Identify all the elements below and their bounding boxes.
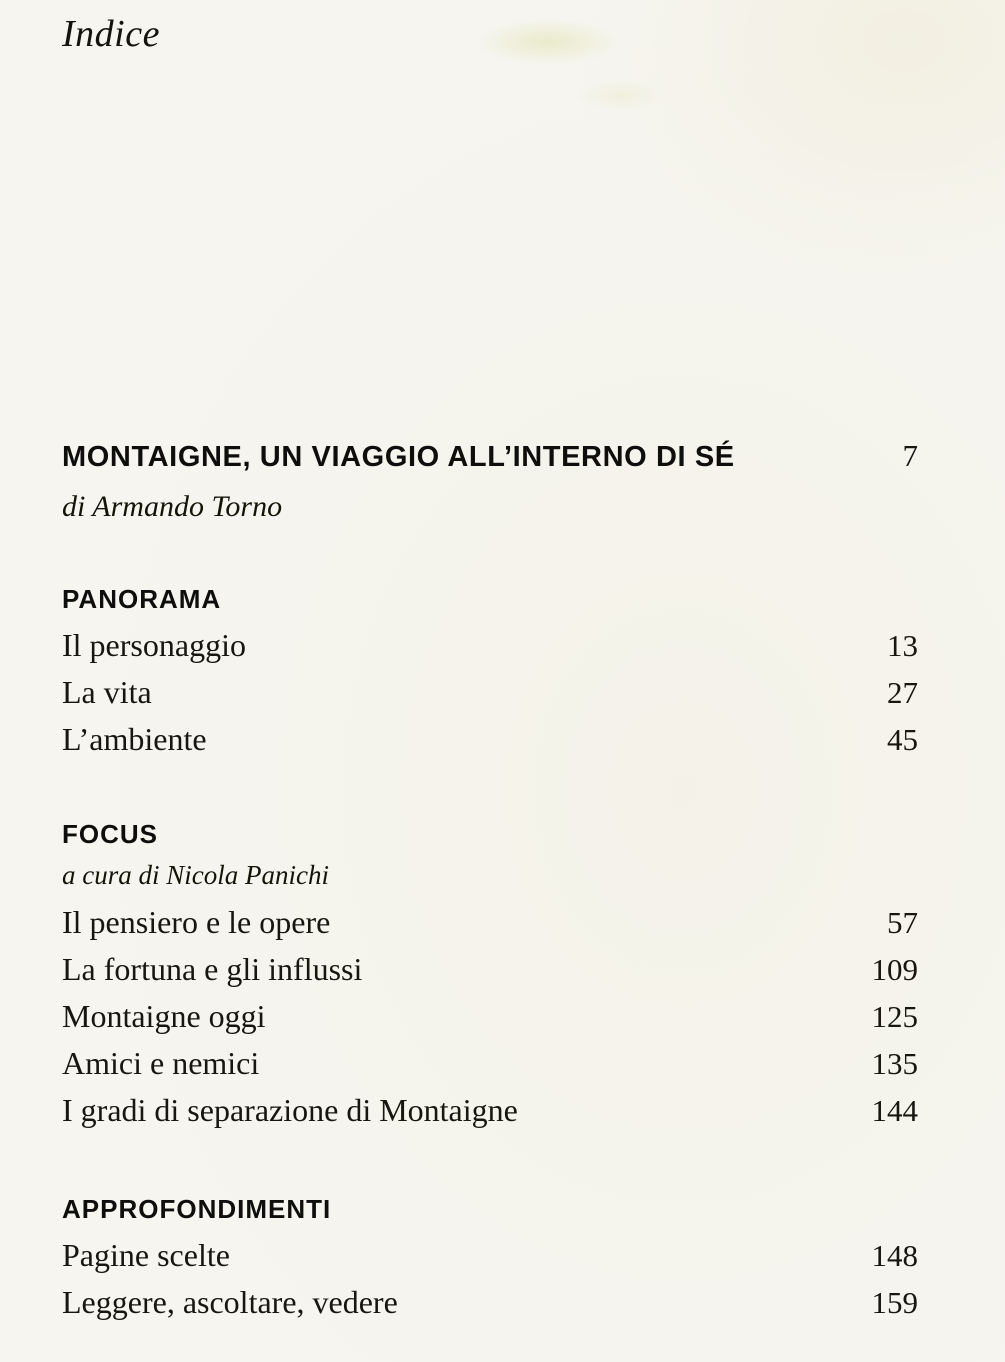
section-intro [62, 438, 918, 524]
toc-entry-page: 27 [887, 675, 918, 710]
toc-entry [62, 1040, 918, 1087]
toc-entry-page: 159 [871, 1285, 918, 1320]
toc-entry-title: I gradi di separazione di Montaigne [62, 1092, 518, 1128]
toc-entry-title: Amici e nemici [62, 1045, 260, 1081]
toc-entry-title: Pagine scelte [62, 1237, 230, 1273]
page-title: Indice [62, 13, 160, 55]
toc-entry-title: La fortuna e gli influssi [62, 951, 363, 987]
toc-entry-page: 13 [887, 628, 918, 663]
toc-entry-title: Leggere, ascoltare, vedere [62, 1284, 398, 1320]
toc-entry [62, 1087, 918, 1134]
toc-entry-page: 57 [887, 905, 918, 940]
toc-entries [62, 622, 918, 763]
toc-entry [62, 1232, 918, 1279]
section-heading-focus: FOCUS [62, 819, 158, 849]
toc-entries [62, 899, 918, 1134]
toc-entry [62, 946, 918, 993]
byline-nicola-panichi: a cura di Nicola Panichi [62, 860, 329, 890]
toc-entries [62, 1232, 918, 1326]
toc-entry [62, 622, 918, 669]
byline-armando-torno: di Armando Torno [62, 490, 283, 523]
toc-entry-page: 7 [902, 438, 918, 473]
toc-entry-page: 144 [871, 1093, 918, 1128]
section-approfondimenti [62, 1194, 918, 1326]
toc-entry [62, 899, 918, 946]
section-heading-panorama: PANORAMA [62, 584, 222, 614]
toc-entry [62, 716, 918, 763]
toc-entry-title: Il pensiero e le opere [62, 904, 331, 940]
toc-entry-page: 135 [871, 1046, 918, 1081]
toc-entry [62, 669, 918, 716]
section-focus [62, 819, 918, 1134]
section-panorama [62, 584, 918, 763]
toc-entry-page: 45 [887, 722, 918, 757]
toc-entry-title: La vita [62, 674, 152, 710]
section-heading-approfondimenti: APPROFONDIMENTI [62, 1194, 332, 1224]
toc-entry-title: Il personaggio [62, 627, 246, 663]
toc-entry [62, 1279, 918, 1326]
section-heading-montaigne: MONTAIGNE, UN VIAGGIO ALL’INTERNO DI SÉ [62, 441, 735, 473]
toc-entry [62, 993, 918, 1040]
toc-entry-page: 148 [871, 1238, 918, 1273]
toc-entry [62, 438, 918, 474]
toc-entry-title: L’ambiente [62, 721, 207, 757]
toc-entry-page: 109 [871, 952, 918, 987]
toc-entry-title: Montaigne oggi [62, 998, 266, 1034]
toc-entry-page: 125 [871, 999, 918, 1034]
